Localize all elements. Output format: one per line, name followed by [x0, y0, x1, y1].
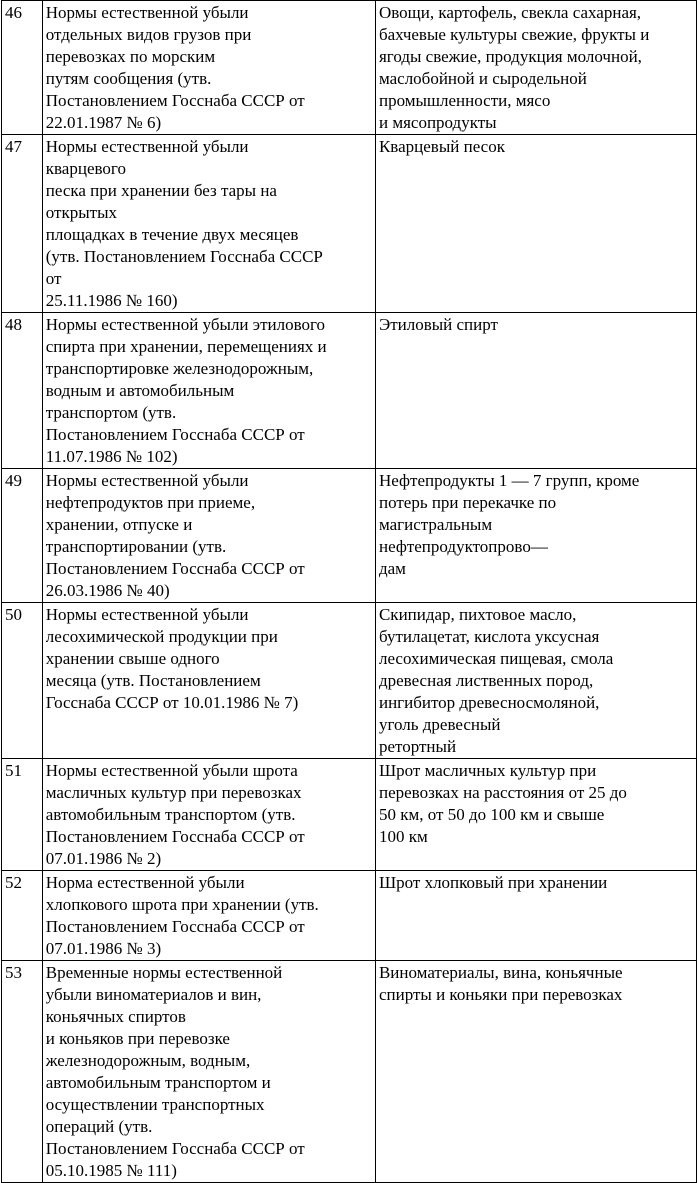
norm-scope: Шрот хлопковый при хранении — [375, 871, 696, 961]
norm-scope: Скипидар, пихтовое масло, бутилацетат, кислота уксусная лесохимическая пищевая, смола древесная лиственных пород, ингибитор древесносмоляной, уголь древесный ретортный — [375, 603, 696, 759]
row-number: 52 — [2, 871, 43, 961]
norm-title: Норма естественной убыли хлопкового шрота при хранении (утв. Постановлением Госснаба СССР от 07.01.1986 № 3) — [42, 871, 375, 961]
table-row — [2, 135, 697, 313]
row-number: 53 — [2, 961, 43, 1183]
norm-scope: Этиловый спирт — [375, 313, 696, 469]
norm-title: Нормы естественной убыли кварцевого песка при хранении без тары на открытых площадках в течение двух месяцев (утв. Постановлением Госснаба СССР от 25.11.1986 № 160) — [42, 135, 375, 313]
row-number: 51 — [2, 759, 43, 871]
row-number: 49 — [2, 469, 43, 603]
norm-scope: Нефтепродукты 1 — 7 групп, кроме потерь при перекачке по магистральным нефтепродуктопрово— дам — [375, 469, 696, 603]
row-number: 48 — [2, 313, 43, 469]
table-row — [2, 871, 697, 961]
table-row — [2, 759, 697, 871]
table-row — [2, 1, 697, 135]
row-number: 50 — [2, 603, 43, 759]
norm-title: Нормы естественной убыли лесохимической продукции при хранении свыше одного месяца (утв. Постановлением Госснаба СССР от 10.01.1986 № 7) — [42, 603, 375, 759]
table-row — [2, 469, 697, 603]
norm-scope: Шрот масличных культур при перевозках на расстояния от 25 до 50 км, от 50 до 100 км и свыше 100 км — [375, 759, 696, 871]
table-row — [2, 313, 697, 469]
norm-title: Нормы естественной убыли этилового спирта при хранении, перемещениях и транспортировке железнодорожным, водным и автомобильным транспортом (утв. Постановлением Госснаба СССР от 11.07.1986 № 102) — [42, 313, 375, 469]
norm-scope: Кварцевый песок — [375, 135, 696, 313]
norms-table — [1, 0, 697, 1183]
norm-scope: Виноматериалы, вина, коньячные спирты и коньяки при перевозках — [375, 961, 696, 1183]
table-row — [2, 603, 697, 759]
table-row — [2, 961, 697, 1183]
norm-title: Временные нормы естественной убыли виноматериалов и вин, коньячных спиртов и коньяков при перевозке железнодорожным, водным, автомобильным транспортом и осуществлении транспортных операций (утв. Постановлением Госснаба СССР от 05.10.1985 № 111) — [42, 961, 375, 1183]
row-number: 47 — [2, 135, 43, 313]
norm-scope: Овощи, картофель, свекла сахарная, бахчевые культуры свежие, фрукты и ягоды свежие, продукция молочной, маслобойной и сыродельной промышленности, мясо и мясопродукты — [375, 1, 696, 135]
norm-title: Нормы естественной убыли шрота масличных культур при перевозках автомобильным транспортом (утв. Постановлением Госснаба СССР от 07.01.1986 № 2) — [42, 759, 375, 871]
norm-title: Нормы естественной убыли отдельных видов грузов при перевозках по морским путям сообщения (утв. Постановлением Госснаба СССР от 22.01.1987 № 6) — [42, 1, 375, 135]
row-number: 46 — [2, 1, 43, 135]
norm-title: Нормы естественной убыли нефтепродуктов при приеме, хранении, отпуске и транспортировании (утв. Постановлением Госснаба СССР от 26.03.1986 № 40) — [42, 469, 375, 603]
